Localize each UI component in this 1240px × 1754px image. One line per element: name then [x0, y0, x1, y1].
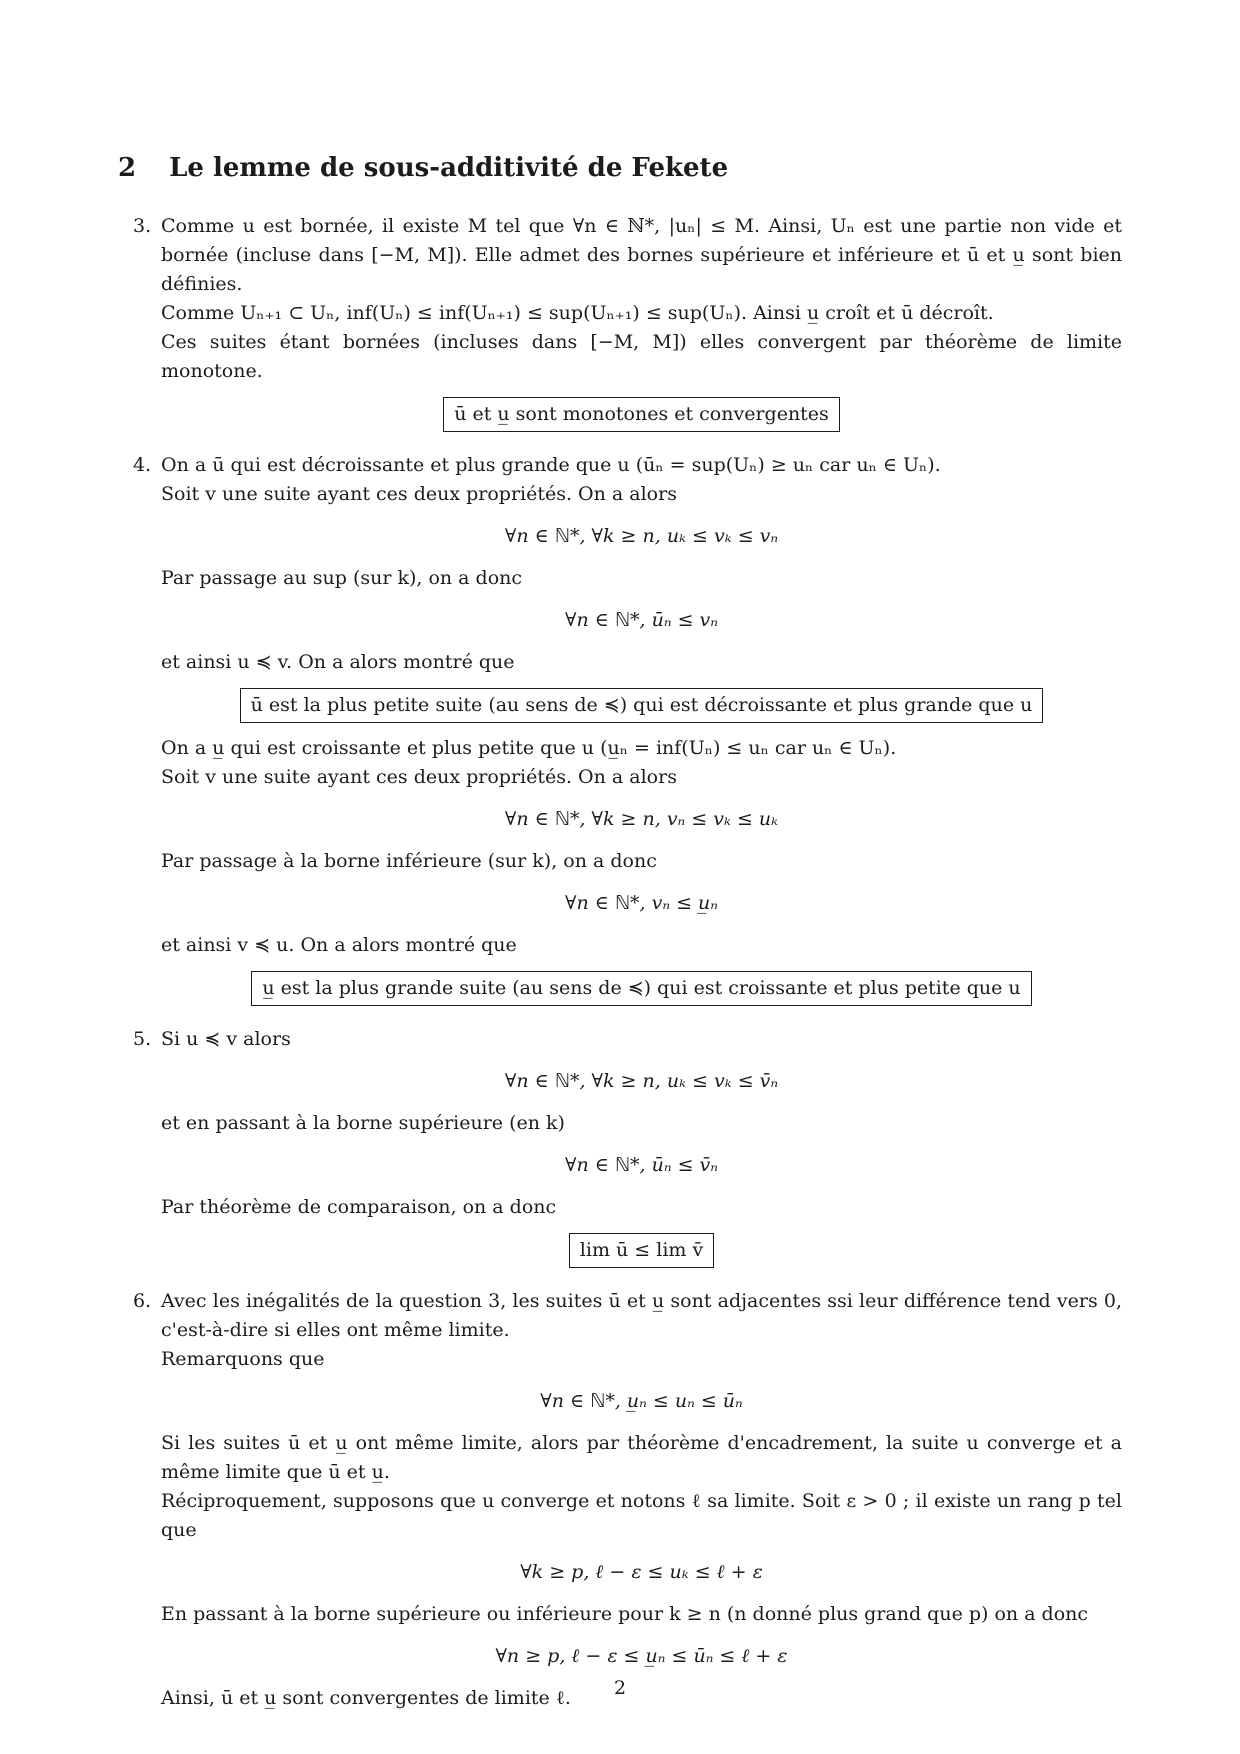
page-number: 2 [613, 1677, 627, 1699]
item-5-para-2: et en passant à la borne supérieure (en k) [161, 1112, 565, 1134]
section-title: Le lemme de sous-additivité de Fekete [169, 153, 729, 183]
item-5-boxed-result: lim ū ≤ lim v̄ [569, 1233, 714, 1268]
item-4-box-row-2 [161, 971, 1122, 1006]
item-6-para-3: Si les suites ū et u̲ ont même limite, alors par théorème d'encadrement, la suite u converge et a même limite que ū et u̲. [161, 1432, 1122, 1483]
solution-item-5 [133, 1025, 1122, 1279]
solution-item-4 [133, 451, 1122, 1017]
item-4-number: 4. [133, 454, 152, 476]
solution-item-6 [133, 1287, 1122, 1713]
item-5-equation-2: ∀n ∈ ℕ*, ūₙ ≤ v̄ₙ [564, 1154, 718, 1176]
item-3-number: 3. [133, 215, 152, 237]
item-4-para-2: Soit v une suite ayant ces deux propriétés. On a alors [161, 483, 677, 505]
item-4-para-6: Soit v une suite ayant ces deux propriétés. On a alors [161, 766, 677, 788]
item-6-para-6: Ainsi, ū et u̲ sont convergentes de limite ℓ. [161, 1687, 571, 1709]
item-4-para-1: On a ū qui est décroissante et plus grande que u (ūₙ = sup(Uₙ) ≥ uₙ car uₙ ∈ Uₙ). [161, 454, 941, 476]
item-4-equation-3: ∀n ∈ ℕ*, ∀k ≥ n, vₙ ≤ vₖ ≤ uₖ [504, 808, 779, 830]
item-5-para-1: Si u ≼ v alors [161, 1028, 291, 1050]
item-4-box-row-1 [161, 688, 1122, 723]
item-3-para-1: Comme u est bornée, il existe M tel que ∀n ∈ ℕ*, |uₙ| ≤ M. Ainsi, Uₙ est une partie non vide et bornée (incluse dans [−M, M]). Elle admet des bornes supérieure et inférieure et ū et u̲ sont bien définies. [161, 215, 1122, 295]
section-heading [118, 152, 1122, 184]
item-4-equation-2: ∀n ∈ ℕ*, ūₙ ≤ vₙ [564, 609, 718, 631]
item-6-para-4: Réciproquement, supposons que u converge et notons ℓ sa limite. Soit ε > 0 ; il existe un rang p tel que [161, 1490, 1122, 1541]
item-4-para-8: et ainsi v ≼ u. On a alors montré que [161, 934, 517, 956]
item-6-para-2: Remarquons que [161, 1348, 325, 1370]
item-3-para-2: Comme Uₙ₊₁ ⊂ Uₙ, inf(Uₙ) ≤ inf(Uₙ₊₁) ≤ sup(Uₙ₊₁) ≤ sup(Uₙ). Ainsi u̲ croît et ū décroît. [161, 302, 994, 324]
item-4-equation-4: ∀n ∈ ℕ*, vₙ ≤ u̲ₙ [564, 892, 718, 914]
item-6-equation-3: ∀n ≥ p, ℓ − ε ≤ u̲ₙ ≤ ūₙ ≤ ℓ + ε [495, 1645, 788, 1667]
item-3-box-row [161, 397, 1122, 432]
section-number: 2 [118, 153, 137, 183]
item-5-box-row [161, 1233, 1122, 1268]
item-6-equation-1: ∀n ∈ ℕ*, u̲ₙ ≤ uₙ ≤ ūₙ [540, 1390, 743, 1412]
item-5-equation-1: ∀n ∈ ℕ*, ∀k ≥ n, uₖ ≤ vₖ ≤ v̄ₙ [504, 1070, 779, 1092]
item-4-boxed-result-2: u̲ est la plus grande suite (au sens de ≼) qui est croissante et plus petite que u [251, 971, 1031, 1006]
item-6-number: 6. [133, 1290, 152, 1312]
item-6-para-5: En passant à la borne supérieure ou inférieure pour k ≥ n (n donné plus grand que p) on a donc [161, 1603, 1089, 1625]
item-4-para-3: Par passage au sup (sur k), on a donc [161, 567, 523, 589]
item-3-boxed-result: ū et u̲ sont monotones et convergentes [443, 397, 840, 432]
item-4-para-4: et ainsi u ≼ v. On a alors montré que [161, 651, 515, 673]
item-6-para-1: Avec les inégalités de la question 3, les suites ū et u̲ sont adjacentes ssi leur différence tend vers 0, c'est-à-dire si elles ont même limite. [161, 1290, 1122, 1341]
item-4-equation-1: ∀n ∈ ℕ*, ∀k ≥ n, uₖ ≤ vₖ ≤ vₙ [504, 525, 779, 547]
item-4-para-5: On a u̲ qui est croissante et plus petite que u (u̲ₙ = inf(Uₙ) ≤ uₙ car uₙ ∈ Uₙ). [161, 737, 897, 759]
solution-item-3 [133, 212, 1122, 443]
item-5-para-3: Par théorème de comparaison, on a donc [161, 1196, 557, 1218]
item-4-boxed-result-1: ū est la plus petite suite (au sens de ≼) qui est décroissante et plus grande que u [240, 688, 1044, 723]
item-3-para-3: Ces suites étant bornées (incluses dans [−M, M]) elles convergent par théorème de limite monotone. [161, 331, 1122, 382]
item-4-para-7: Par passage à la borne inférieure (sur k), on a donc [161, 850, 657, 872]
item-6-equation-2: ∀k ≥ p, ℓ − ε ≤ uₖ ≤ ℓ + ε [520, 1561, 763, 1583]
item-5-number: 5. [133, 1028, 152, 1050]
